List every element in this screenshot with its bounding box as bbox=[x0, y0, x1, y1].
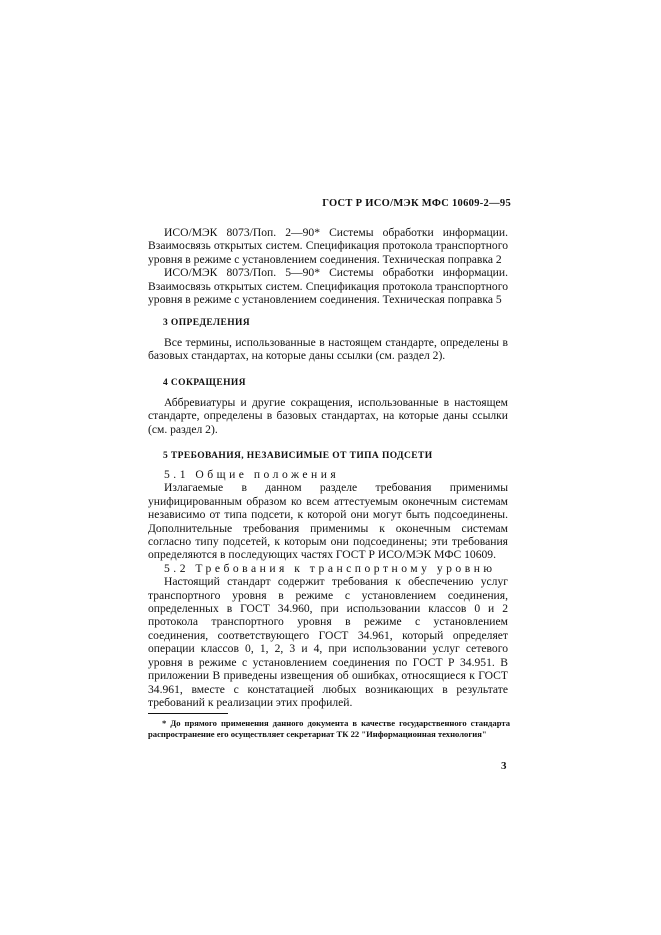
footnote-text: * До прямого применения данного документа в качестве государственного стандарта распространение его осуществляет секретариат ТК 22 "Информационная технология" bbox=[148, 718, 510, 739]
page-header: ГОСТ Р ИСО/МЭК МФС 10609-2—95 bbox=[322, 198, 511, 209]
footnote-separator bbox=[148, 713, 228, 714]
subsection-5-2-text: Настоящий стандарт содержит требования к обеспечению услуг транспортного уровня в режиме с установлением соединения, определенных в ГОСТ 34.960, при использовании классов 0 и 2 протокола транспортного уровня в режиме с установлением соединения, соответствующего ГОСТ 34.961, который определяет операции классов 0, 1, 2, 3 и 4, при использовании услуг сетевого уровня в режиме с установлением соединения по ГОСТ Р 34.951. В приложении В приведены извещения об ошибках, относящиеся к ГОСТ 34.961, вместе с констатацией любых возникающих в результате требований к реализации этих профилей. bbox=[148, 575, 508, 709]
references-block bbox=[148, 226, 508, 306]
subsection-5-1-title: 5.1 Общие положения bbox=[164, 468, 340, 481]
section-3-text-block bbox=[148, 336, 508, 363]
subsection-5-2-title: 5.2 Требования к транспортному уровню bbox=[164, 561, 496, 575]
section-4-text-block bbox=[148, 396, 508, 436]
reference-item: ИСО/МЭК 8073/Поп. 5—90* Системы обработки информации. Взаимосвязь открытых систем. Спецификация протокола транспортного уровня в режиме с установлением соединения. Техническая поправка 5 bbox=[148, 266, 508, 307]
section-5-text-block bbox=[148, 468, 508, 709]
section-3-text: Все термины, использованные в настоящем стандарте, определены в базовых стандартах, на которые даны ссылки (см. раздел 2). bbox=[148, 336, 508, 363]
section-4-text: Аббревиатуры и другие сокращения, использованные в настоящем стандарте, определены в базовых стандартах, на которые даны ссылки (см. раздел 2). bbox=[148, 396, 508, 436]
footnote-block bbox=[148, 718, 510, 740]
section-5-heading: 5 ТРЕБОВАНИЯ, НЕЗАВИСИМЫЕ ОТ ТИПА ПОДСЕТИ bbox=[163, 451, 433, 461]
reference-item: ИСО/МЭК 8073/Поп. 2—90* Системы обработки информации. Взаимосвязь открытых систем. Спецификация протокола транспортного уровня в режиме с установлением соединения. Техническая поправка 2 bbox=[148, 226, 508, 266]
page-number: 3 bbox=[501, 760, 507, 772]
subsection-5-1-text: Излагаемые в данном разделе требования применимы унифицированным образом ко всем аттестуемым оконечным системам независимо от типа подсети, к которой они могут быть подсоединены. Дополнительные требования применимы к оконечным системам согласно типу подсетей, к которым они подсоединены; эти требования определяются в последующих частях ГОСТ Р ИСО/МЭК МФС 10609. bbox=[148, 481, 508, 562]
section-3-heading: 3 ОПРЕДЕЛЕНИЯ bbox=[163, 318, 251, 328]
section-4-heading: 4 СОКРАЩЕНИЯ bbox=[163, 378, 246, 388]
